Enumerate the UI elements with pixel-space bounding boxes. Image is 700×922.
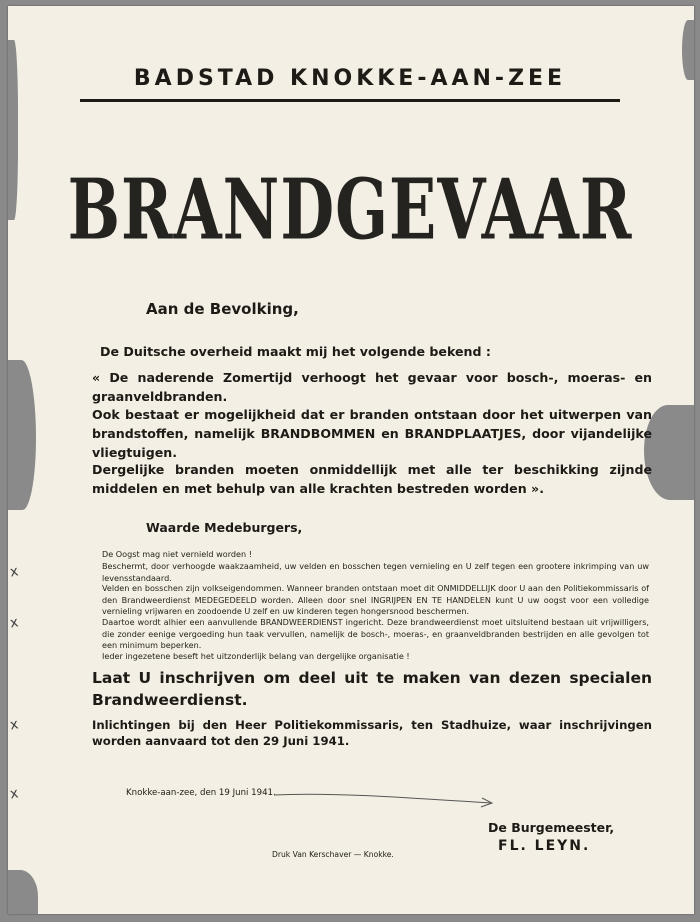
torn-edge-right-top [682,20,694,80]
small-paragraph-3: Velden en bosschen zijn volkseigendommen. Wanneer branden ontstaan moet dit ONMIDDELLIJK door U aan den Politiekommissaris of den Brandweerdienst MEDEGEDEELD worden. Alleen door snel INGRIJPEN EN TE HANDELEN kunt U uw oogst voor een volledige vernieling vrijwaren en zoodoende U zelf en uw kinderen tegen hongersnood beschermen. [102,583,649,617]
small-paragraph-4: Daartoe wordt alhier een aanvullende BRANDWEERDIENST ingericht. Deze brandweerdienst moet uitsluitend bestaan uit vrijwilligers, die zonder eenige vergoeding hun taak vervullen, namelijk de bosch-, moeras-, en graanveldbranden bestrijden en alle gevolgen tot een minimum beperken. [102,617,649,651]
town-title: BADSTAD KNOKKE-AAN-ZEE [133,66,567,91]
small-paragraph-5: Ieder ingezetene beseft het uitzonderlijk belang van dergelijke organisatie ! [102,651,410,661]
call-to-action: Laat U inschrijven om deel uit te maken van dezen specialen Brandweerdienst. [92,669,652,709]
mayor-title: De Burgemeester, [488,820,615,835]
intro-paragraph: De Duitsche overheid maakt mij het volgende bekend : [100,344,491,359]
mayor-name: FL. LEYN. [498,838,591,854]
torn-edge-left-top [8,40,18,220]
printer-credit: Druk Van Kerschaver — Knokke. [272,850,394,859]
small-paragraph-2: Beschermt, door verhoogde waakzaamheid, uw velden en bosschen tegen vernieling en U zelf tegen een grootere inkrimping van uw levensstandaard. [102,561,649,583]
header-rule [80,99,620,102]
torn-edge-left [8,360,36,510]
quote-paragraph-1: « De naderende Zomertijd verhoogt het gevaar voor bosch-, moeras- en graanveldbranden. [92,370,652,404]
pencil-arrow [272,788,497,810]
info-paragraph: Inlichtingen bij den Heer Politiekommissaris, ten Stadhuize, waar inschrijvingen worden aanvaard tot den 29 Juni 1941. [92,718,652,748]
quote-paragraph-3: Dergelijke branden moeten onmiddellijk met alle ter beschikking zijnde middelen en met behulp van alle krachten bestreden worden ». [92,462,652,496]
headline: BRANDGEVAAR [67,160,633,259]
salutation: Aan de Bevolking, [146,300,299,318]
quote-paragraph-2: Ook bestaat er mogelijkheid dat er branden ontstaan door het uitwerpen van brandstoffen, namelijk BRANDBOMMEN en BRANDPLAATJES, door vijandelijke vliegtuigen. [92,407,652,460]
margin-mark: x [8,614,20,632]
greeting: Waarde Medeburgers, [146,520,303,535]
margin-mark: x [8,716,20,734]
margin-mark: x [8,563,20,581]
place-date: Knokke-aan-zee, den 19 Juni 1941. [126,788,276,798]
margin-mark: x [8,785,20,803]
small-paragraph-1: De Oogst mag niet vernield worden ! [102,549,252,559]
